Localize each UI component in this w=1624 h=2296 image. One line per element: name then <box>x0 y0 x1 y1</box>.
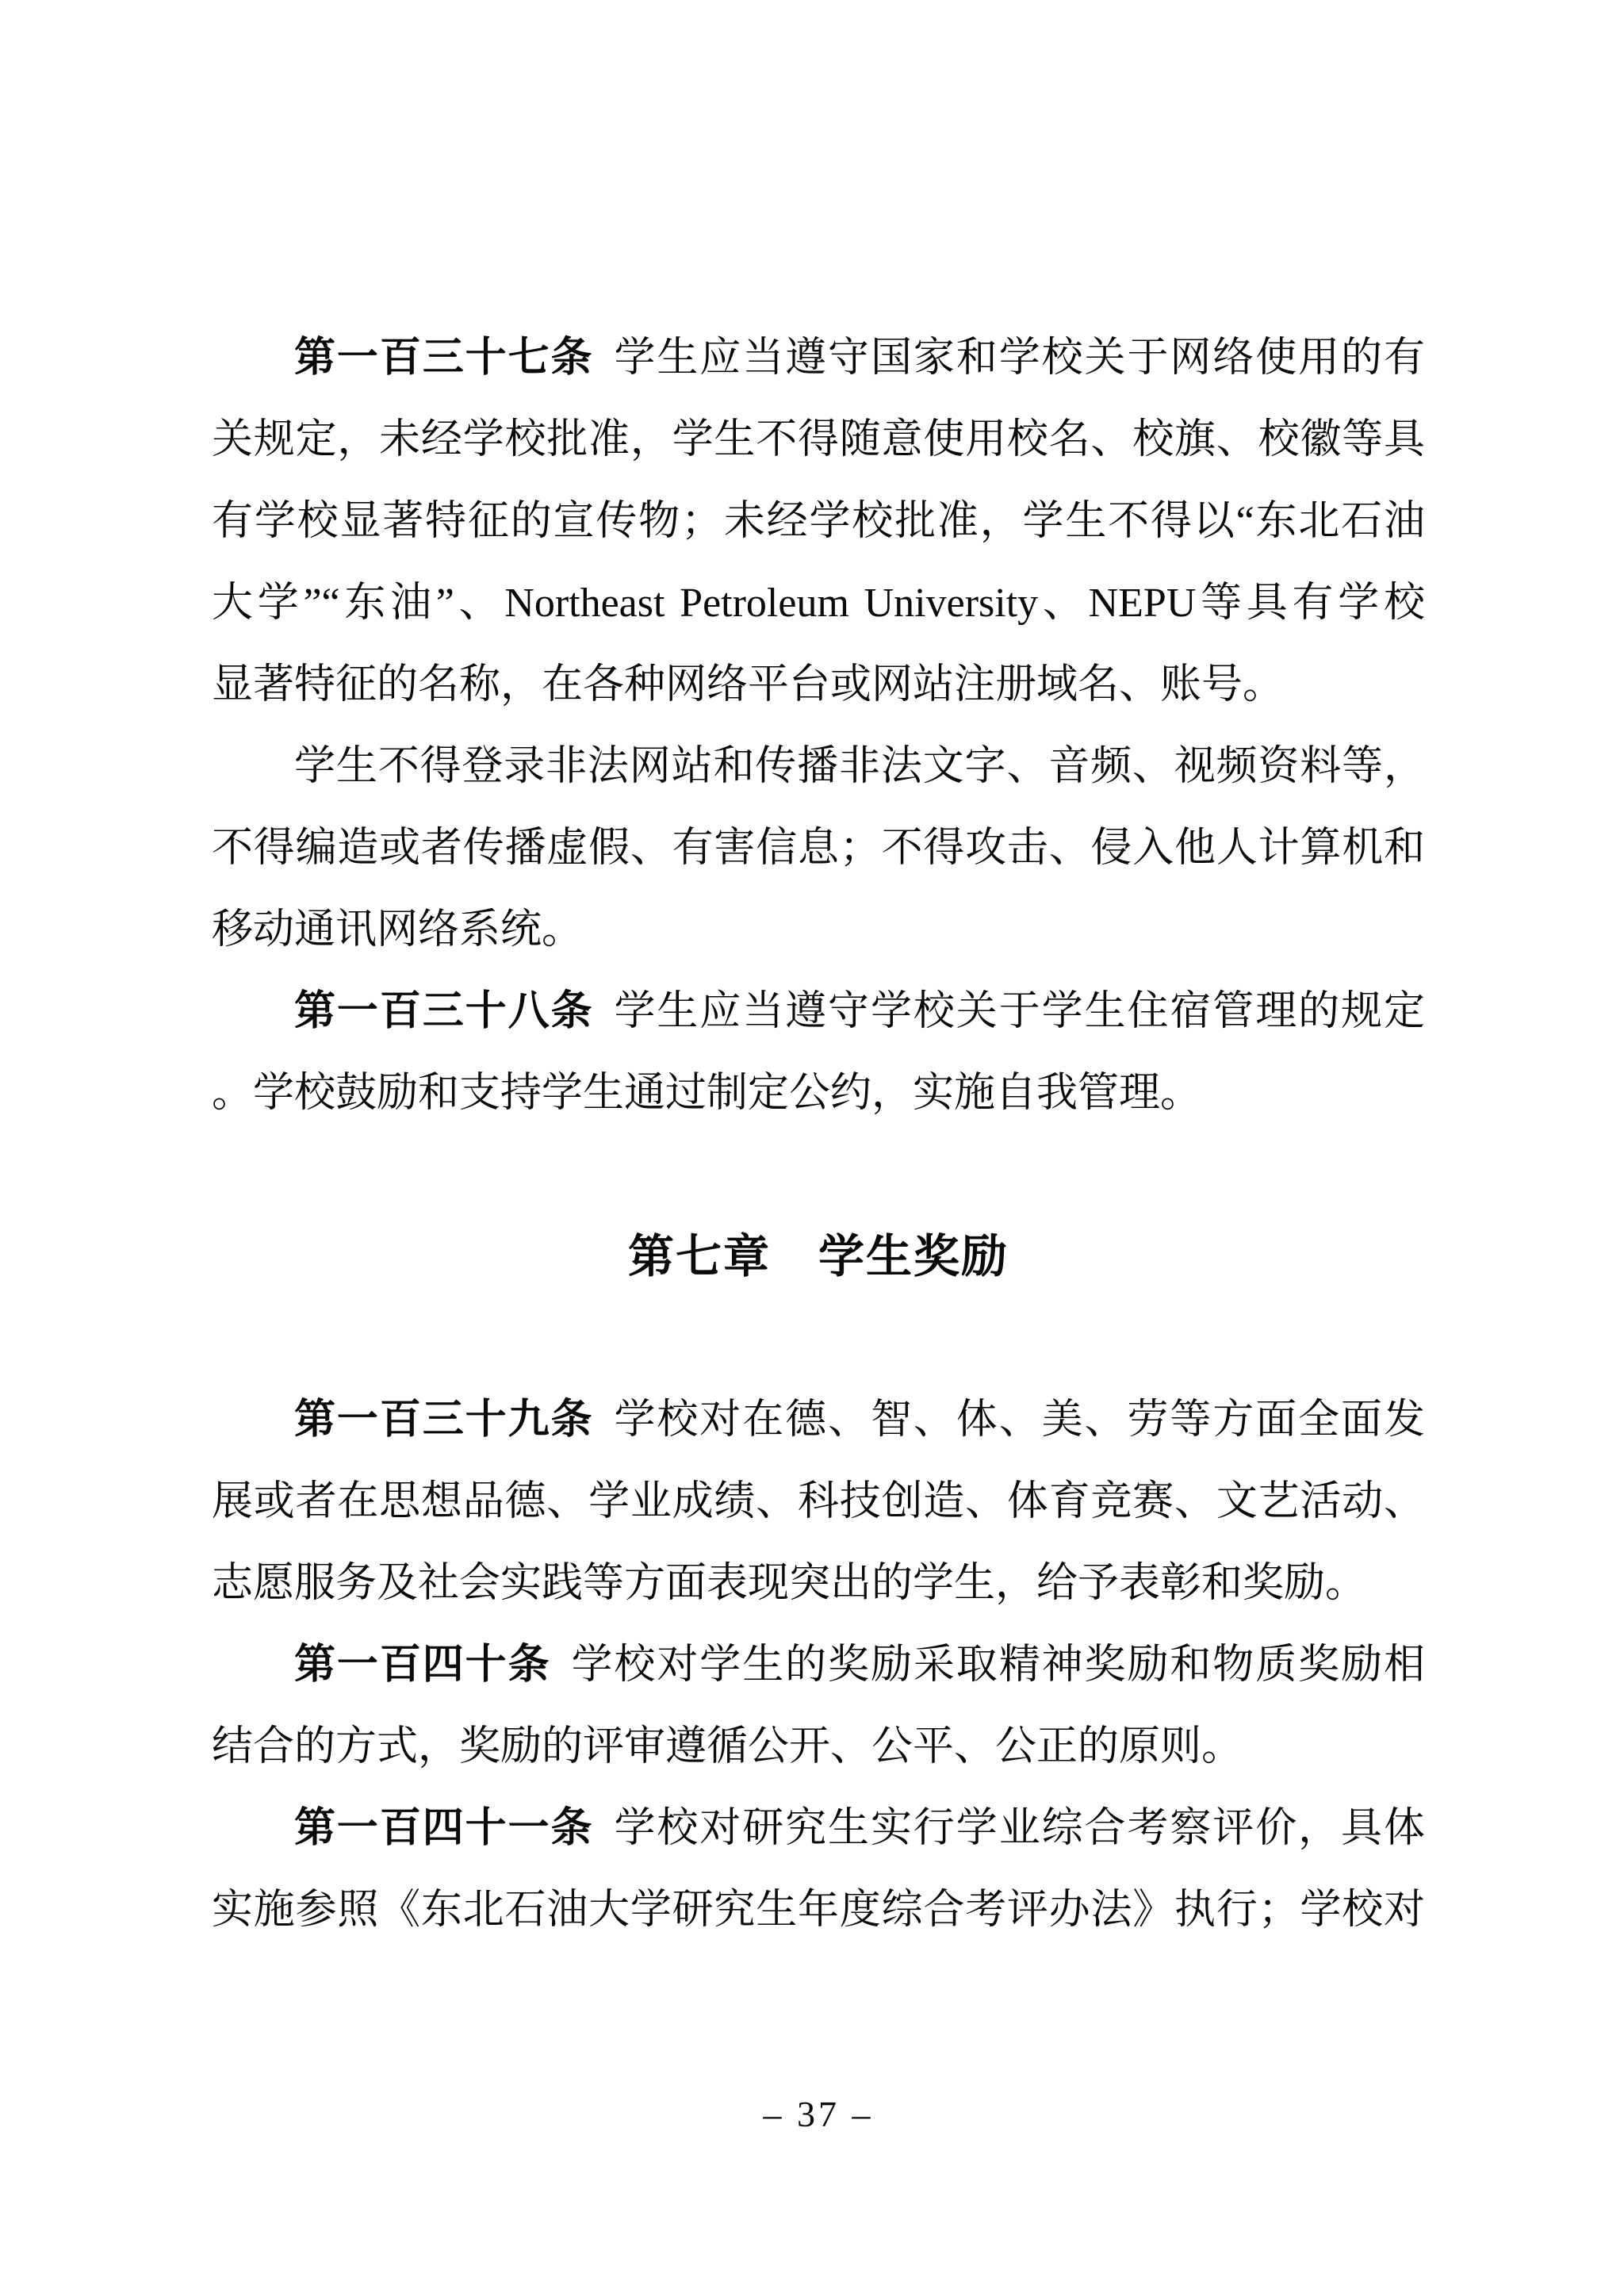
text-line: 学生不得登录非法网站和传播非法文字、音频、视频资料等， <box>294 744 1425 789</box>
page-body <box>212 317 1425 1951</box>
text-line <box>212 971 1425 1052</box>
text-line: 关规定，未经学校批准，学生不得随意使用校名、校旗、校徽等具 <box>212 417 1425 462</box>
article-number: 第一百三十七条 <box>294 335 594 381</box>
article-137-paragraph-2 <box>212 726 1425 971</box>
text-segment: 学生应当遵守国家和学校关于网络使用的有 <box>614 335 1425 381</box>
text-line: 移动通讯网络系统。 <box>212 907 584 953</box>
chapter-7-heading: 第七章 学生奖励 <box>627 1231 1009 1282</box>
article-number: 第一百四十条 <box>294 1642 551 1688</box>
text-line: 志愿服务及社会实践等方面表现突出的学生，给予表彰和奖励。 <box>212 1561 1367 1606</box>
article-number: 第一百四十一条 <box>294 1806 594 1851</box>
text-line <box>212 1379 1425 1461</box>
article-138-paragraph <box>212 971 1425 1134</box>
article-number: 第一百三十八条 <box>294 989 594 1034</box>
text-segment: 学生应当遵守学校关于学生住宿管理的规定 <box>614 989 1425 1034</box>
text-line: 实施参照《东北石油大学研究生年度综合考评办法》执行；学校对 <box>212 1888 1425 1933</box>
text-line <box>212 317 1425 399</box>
text-line <box>212 1624 1425 1706</box>
text-line: 展或者在思想品德、学业成绩、科技创造、体育竞赛、文艺活动、 <box>212 1479 1425 1524</box>
article-137-paragraph-1 <box>212 317 1425 726</box>
page-number: – 37 – <box>763 2094 874 2134</box>
text-segment: 学校对研究生实行学业综合考察评价，具体 <box>614 1806 1425 1851</box>
text-line: 。学校鼓励和支持学生通过制定公约，实施自我管理。 <box>212 1071 1202 1116</box>
text-line <box>212 1788 1425 1869</box>
text-line: 大学”“东油”、Northeast Petroleum University、NEPU等具有学校 <box>212 581 1425 626</box>
article-139-paragraph <box>212 1379 1425 1624</box>
article-number: 第一百三十九条 <box>294 1397 594 1443</box>
text-line: 结合的方式，奖励的评审遵循公开、公平、公正的原则。 <box>212 1724 1243 1769</box>
text-line: 有学校显著特征的宣传物；未经学校批准，学生不得以“东北石油 <box>212 499 1425 544</box>
article-140-paragraph <box>212 1624 1425 1788</box>
text-segment: 学校对学生的奖励采取精神奖励和物质奖励相 <box>571 1642 1425 1688</box>
text-segment: 学校对在德、智、体、美、劳等方面全面发 <box>614 1397 1425 1443</box>
article-141-paragraph <box>212 1788 1425 1951</box>
text-line: 显著特征的名称，在各种网络平台或网站注册域名、账号。 <box>212 662 1285 707</box>
text-line: 不得编造或者传播虚假、有害信息；不得攻击、侵入他人计算机和 <box>212 826 1425 871</box>
